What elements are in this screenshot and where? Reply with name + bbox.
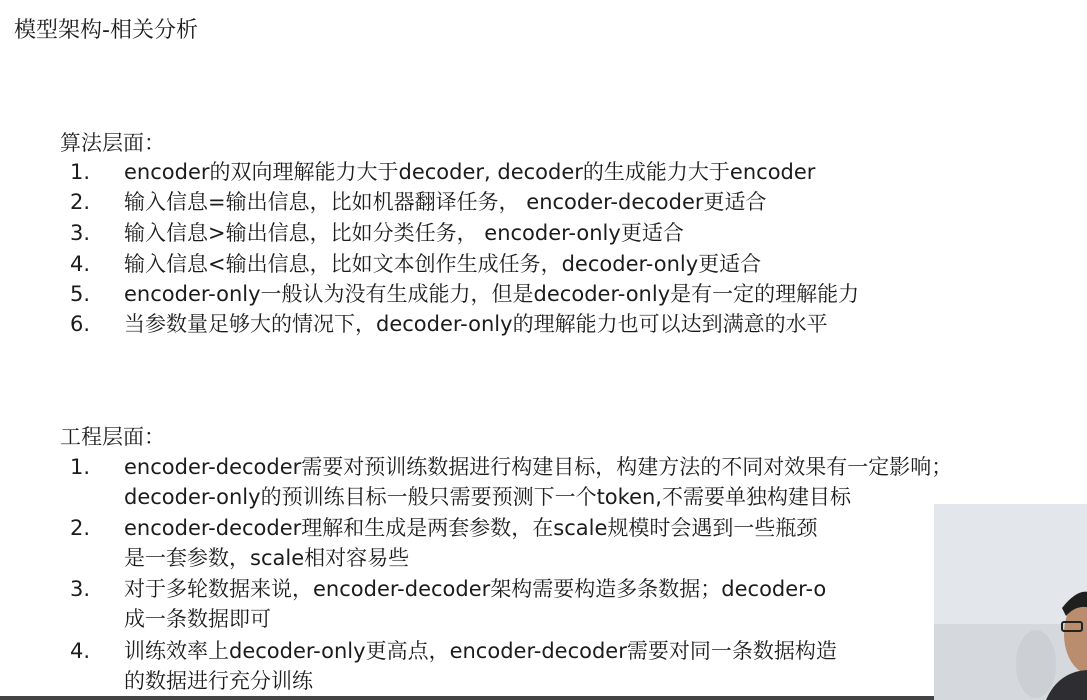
item-number: 5. (70, 282, 91, 306)
engineering-heading: 工程层面： (60, 425, 165, 449)
item-line: encoder-only一般认为没有生成能力，但是decoder-only是有一定的理解能力 (124, 282, 860, 306)
item-number: 4. (70, 639, 91, 663)
item-line: 对于多轮数据来说，encoder-decoder架构需要构造多条数据；decoder-o (124, 577, 827, 601)
slide-title: 模型架构-相关分析 (14, 18, 198, 43)
item-text (124, 574, 826, 634)
item-line-continued: decoder-only的预训练目标一般只需要预测下一个token,不需要单独构建目标 (124, 485, 851, 509)
item-number: 3. (70, 221, 91, 245)
item-number: 1. (70, 455, 91, 479)
item-number: 4. (70, 252, 91, 276)
item-line: encoder-decoder需要对预训练数据进行构建目标，构建方法的不同对效果有一定影响； (124, 455, 953, 479)
item-line: encoder的双向理解能力大于decoder, decoder的生成能力大于encoder (124, 160, 816, 184)
item-text (124, 187, 767, 217)
item-text (124, 452, 952, 512)
item-text (124, 513, 817, 573)
bottom-divider (0, 696, 934, 700)
item-text (124, 636, 837, 696)
algorithm-heading: 算法层面： (60, 131, 165, 155)
presenter-video-overlay (934, 504, 1087, 700)
item-line: 输入信息<输出信息，比如文本创作生成任务，decoder-only更适合 (124, 252, 762, 276)
item-number: 2. (70, 516, 91, 540)
item-line: 训练效率上decoder-only更高点，encoder-decoder需要对同一条数据构造 (124, 639, 837, 663)
item-text (124, 279, 859, 309)
item-line-continued: 的数据进行充分训练 (124, 669, 313, 693)
item-line-continued: 是一套参数，scale相对容易些 (124, 546, 410, 570)
item-text (124, 157, 815, 187)
item-number: 6. (70, 312, 91, 336)
item-text (124, 249, 761, 279)
item-number: 1. (70, 160, 91, 184)
item-line: 输入信息=输出信息，比如机器翻译任务， encoder-decoder更适合 (124, 190, 767, 214)
item-number: 3. (70, 577, 91, 601)
item-line: 输入信息>输出信息，比如分类任务， encoder-only更适合 (124, 221, 684, 245)
presenter-silhouette (934, 504, 1087, 700)
item-text (124, 218, 684, 248)
item-line: 当参数量足够大的情况下，decoder-only的理解能力也可以达到满意的水平 (124, 312, 828, 336)
item-line: encoder-decoder理解和生成是两套参数，在scale规模时会遇到一些瓶颈 (124, 516, 818, 540)
item-number: 2. (70, 190, 91, 214)
item-text (124, 309, 828, 339)
item-line-continued: 成一条数据即可 (124, 607, 271, 631)
